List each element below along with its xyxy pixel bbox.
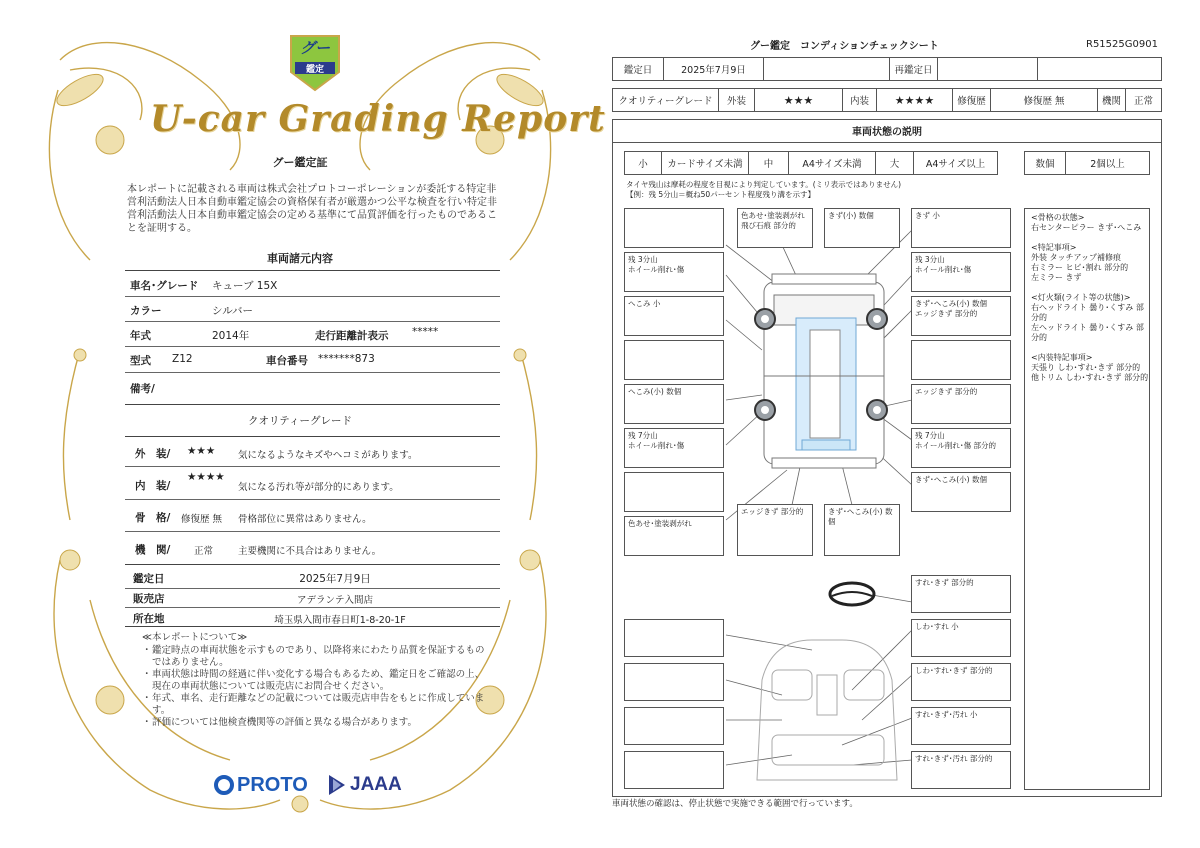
condition-notes	[1024, 208, 1150, 790]
legend-small: 小	[638, 159, 648, 170]
cert-text: 本レポートに記載される車両は株式会社プロトコーポレーションが委託する特定非営利活動法人日本自動車鑑定協会の資格保有者が厳選かつ公平な検査を行い特定非営利活動法人日本自動車鑑定協会の定める基準にて品質評価を行ったものであることを証明する。	[127, 184, 497, 234]
divider	[125, 607, 500, 608]
redate-label: 再鑑定日	[889, 58, 937, 80]
cond-line: 他トリム しわ･すれ･きず 部分的	[1031, 373, 1149, 382]
divider	[125, 626, 500, 627]
note-item: ・ 鑑定時点の車両状態を示すものであり、以降将来にわたり品質を保証するものではありません。	[142, 645, 485, 668]
engine-label: 機 関/	[135, 544, 171, 556]
interior-box-front-seat: しわ･すれ･きず 部分的	[911, 663, 1011, 701]
frame-value: 修復歴 無	[181, 514, 223, 525]
divider	[125, 321, 500, 322]
color-value: シルバー	[212, 305, 254, 317]
damage-box	[624, 208, 724, 248]
damage-box-left-fender: へこみ 小	[624, 296, 724, 336]
interior-box	[624, 751, 724, 789]
cond-line: 右ヘッドライト 曇り･くすみ 部分的	[1031, 303, 1144, 322]
dealer-name: アデランテ入間店	[296, 595, 373, 606]
name-value: キューブ 15X	[212, 280, 278, 292]
legend-count-desc: 2個以上	[1065, 152, 1149, 174]
year-label: 年式	[130, 330, 151, 342]
damage-box-front-right: きず 小	[911, 208, 1011, 248]
sheet-title: グー鑑定 コンディションチェックシート	[750, 41, 939, 52]
divider	[125, 270, 500, 271]
cond-spacer	[1031, 343, 1149, 353]
address-label: 所在地	[133, 613, 165, 625]
exterior-label: 外 装/	[135, 448, 171, 460]
damage-box-right-fender: きず･へこみ(小) 数個 エッジきず 部分的	[911, 296, 1011, 336]
chassis-label: 車台番号	[266, 355, 308, 367]
remarks-label: 備考/	[130, 383, 155, 395]
cond-line: 右ミラー ヒビ･割れ 部分的	[1031, 263, 1129, 272]
interior-box	[624, 707, 724, 745]
cond-line: 左ヘッドライト 曇り･くすみ 部分的	[1031, 323, 1144, 342]
proto-logo: PROTO	[214, 771, 308, 799]
cond-line: <特記事項>	[1031, 243, 1077, 252]
interior-box-steering: すれ･きず 部分的	[911, 575, 1011, 613]
exterior-label: 外装	[718, 89, 754, 111]
sheet-footer: 車両状態の確認は、停止状態で実施できる範囲で行っています。	[612, 799, 858, 809]
legend-large: 大	[875, 152, 913, 174]
damage-box	[624, 472, 724, 512]
note-item: ・ 年式、車名、走行距離などの記載については販売店申告をもとに作成しています。	[142, 693, 485, 716]
model-label: 型式	[130, 355, 151, 367]
divider	[125, 346, 500, 347]
damage-box-right-quarter: きず･へこみ(小) 数個	[911, 472, 1011, 512]
model-value: Z12	[172, 353, 193, 365]
interior-box-cargo: すれ･きず･汚れ 部分的	[911, 751, 1011, 789]
cond-line: <灯火類(ライト等の状態)>	[1031, 293, 1131, 302]
interior-stars: ★★★★	[187, 471, 225, 483]
mileage-label: 走行距離計表示	[315, 330, 389, 342]
appraisal-date-label: 鑑定日	[133, 573, 165, 585]
damage-box-rear-left: エッジきず 部分的	[737, 504, 813, 556]
proto-mark-icon	[214, 775, 234, 795]
tire-box-front-right: 残 3分山 ホイール削れ･傷	[911, 252, 1011, 292]
interior-text: 気になる汚れ等が部分的にあります。	[238, 482, 399, 493]
interior-stars: ★★★★	[876, 89, 952, 111]
interior-label: 内 装/	[135, 480, 171, 492]
notes-list	[142, 645, 487, 729]
cond-line: 外装 タッチアップ補修痕	[1031, 253, 1121, 262]
damage-box-front-left: 色あせ･塗装剥がれ 飛び石痕 部分的	[737, 208, 813, 248]
divider	[125, 531, 500, 532]
engine-value: 正常	[1125, 89, 1161, 111]
frame-text: 骨格部位に異常はありません。	[238, 514, 372, 525]
quality-heading: クオリティーグレード	[248, 415, 352, 427]
count-legend	[1024, 151, 1150, 175]
legend-large-desc: A4サイズ以上	[913, 152, 997, 174]
legend-mid: 中	[748, 152, 788, 174]
size-legend	[624, 151, 998, 175]
interior-box-dashboard: しわ･すれ 小	[911, 619, 1011, 657]
chassis-value: *******873	[318, 353, 375, 365]
legend-count: 数個	[1035, 159, 1055, 170]
note-item: ・ 車両状態は時間の経過に伴い変化する場合もあるため、鑑定日をご確認の上、現在の車両状態については販売店にお問合せください。	[142, 669, 485, 692]
redate-blank	[1037, 58, 1161, 80]
exterior-stars: ★★★	[187, 445, 216, 457]
cond-line: <骨格の状態>	[1031, 213, 1085, 222]
jaaa-mark-icon	[327, 773, 347, 797]
badge-top-text: グー	[299, 39, 330, 57]
redate-value	[937, 58, 1037, 80]
notes-title: ≪本レポートについて≫	[142, 632, 248, 643]
damage-box-front: きず(小) 数個	[824, 208, 900, 248]
divider	[125, 436, 500, 437]
divider	[125, 588, 500, 589]
note-item: ・ 評価については他検査機関等の評価と異なる場合があります。	[142, 717, 418, 728]
tire-note: タイヤ残山は摩耗の程度を目視により判定しています。(ミリ表示ではありません)	[626, 180, 902, 189]
sheet-id: R51525G0901	[1086, 39, 1158, 50]
engine-value: 正常	[194, 546, 214, 557]
year-value: 2014年	[212, 330, 250, 342]
divider	[125, 564, 500, 565]
address: 埼玉県入間市春日町1-8-20-1F	[274, 615, 406, 626]
condition-sheet	[600, 0, 1200, 848]
tire-example: 【例：残 5分山＝概ね50パーセント程度残り溝を示す】	[626, 190, 816, 199]
cond-line: 右センターピラー きず･へこみ	[1031, 223, 1142, 232]
goo-badge	[287, 32, 343, 92]
report-title: U-car Grading Report	[150, 98, 606, 140]
damage-box-left-rear-door: へこみ(小) 数個	[624, 384, 724, 424]
damage-box-left-rear: 色あせ･塗装剥がれ	[624, 516, 724, 556]
spec-heading: 車両諸元内容	[267, 252, 333, 265]
interior-box	[624, 619, 724, 657]
exterior-stars: ★★★	[754, 89, 842, 111]
steering-wheel-icon	[830, 583, 874, 605]
divider	[125, 466, 500, 467]
date-blank	[763, 58, 889, 80]
explain-title: 車両状態の説明	[612, 119, 1162, 143]
divider	[125, 372, 500, 373]
quality-label: クオリティーグレード	[618, 96, 713, 107]
badge-bottom-text: 鑑定	[305, 65, 324, 75]
color-label: カラー	[130, 305, 162, 317]
tire-box-rear-right: 残 7分山 ホイール削れ･傷 部分的	[911, 428, 1011, 468]
engine-label: 機関	[1097, 89, 1125, 111]
appraisal-date: 2025年7月9日	[299, 573, 371, 585]
divider	[125, 296, 500, 297]
cond-line: 天張り しわ･すれ･きず 部分的	[1031, 363, 1141, 372]
repair-label: 修復歴	[952, 89, 990, 111]
date-value: 2025年7月9日	[663, 58, 763, 80]
jaaa-logo: JAAA	[327, 771, 402, 799]
divider	[125, 499, 500, 500]
repair-value: 修復歴 無	[990, 89, 1097, 111]
cond-spacer	[1031, 283, 1149, 293]
date-row	[612, 57, 1162, 81]
damage-box-right-rear-door: エッジきず 部分的	[911, 384, 1011, 424]
mileage-value: *****	[412, 326, 439, 338]
damage-box	[911, 340, 1011, 380]
exterior-text: 気になるようなキズやヘコミがあります。	[238, 450, 418, 461]
cond-spacer	[1031, 233, 1149, 243]
name-label: 車名･グレード	[130, 280, 199, 292]
damage-box-rear: きず･へこみ(小) 数個	[824, 504, 900, 556]
divider	[125, 404, 500, 405]
frame-label: 骨 格/	[135, 512, 171, 524]
damage-box	[624, 340, 724, 380]
date-label: 鑑定日	[623, 65, 653, 76]
legend-small-desc: カードサイズ未満	[661, 152, 748, 174]
tire-box-rear-left: 残 7分山 ホイール削れ･傷	[624, 428, 724, 468]
legend-mid-desc: A4サイズ未満	[788, 152, 875, 174]
dealer-label: 販売店	[133, 593, 165, 605]
grade-row	[612, 88, 1162, 112]
cert-heading: グー鑑定証	[272, 156, 328, 169]
interior-box-rear-seat: すれ･きず･汚れ 小	[911, 707, 1011, 745]
cond-line: 左ミラー きず	[1031, 273, 1082, 282]
interior-box	[624, 663, 724, 701]
interior-label: 内装	[842, 89, 876, 111]
cond-line: <内装特記事項>	[1031, 353, 1093, 362]
tire-box-front-left: 残 3分山 ホイール削れ･傷	[624, 252, 724, 292]
engine-text: 主要機関に不具合はありません。	[238, 546, 382, 557]
